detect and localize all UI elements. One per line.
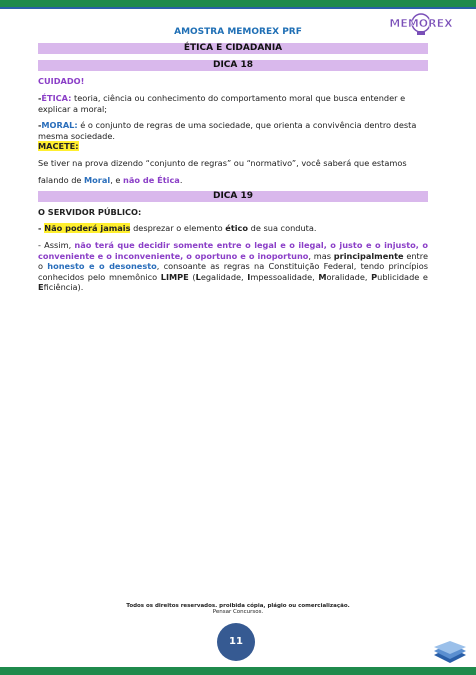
dica-19-paragraph: - Assim, não terá que decidir somente entre o legal e o ilegal, o justo e o injusto, o conveniente e o inconveniente, o oportuno e o inoportuno, mas principalmente entre o honesto e o desonesto, consoante as regras na Constituição Federal, tendo princípios conhecidos pelo mnemônico LIMPE (Legalidade, Impessoalidade, Moralidade, Publicidade e Eficiência). [38,240,428,292]
cuidado-heading: CUIDADO! [38,76,85,86]
dica-19-item-1: - Não poderá jamais desprezar o elemento ético de sua conduta. [38,223,317,233]
footer [0,603,476,615]
section-title-bar: ÉTICA E CIDADANIA [38,43,428,54]
stack-logo-icon [430,641,470,663]
macete-heading: MACETE: [38,141,79,151]
dica-18-title: DICA 18 [38,60,428,71]
memorex-logo [376,12,466,38]
macete-text: Se tiver na prova dizendo “conjunto de regras” ou “normativo”, você saberá que estamos falando de Moral, e não de Ética. [38,158,407,185]
logo-text: MEMOREX [389,17,453,30]
bottom-green-bar [0,667,476,675]
top-blue-line [0,7,476,9]
footer-rights: Todos os direitos reservados. proibida cópia, plágio ou comercialização. [126,603,350,609]
moral-definition: -MORAL: é o conjunto de regras de uma sociedade, que orienta a convivência dentro desta mesma sociedade. [38,120,417,141]
top-green-bar [0,0,476,7]
footer-brand: Pensar Concursos. [212,609,264,615]
etica-term: ÉTICA: [41,93,72,103]
servidor-heading: O SERVIDOR PÚBLICO: [38,207,142,217]
dica-19-title: DICA 19 [38,191,428,202]
etica-definition: -ÉTICA: teoria, ciência ou conhecimento do comportamento moral que busca entender e explicar a moral; [38,93,406,114]
page-number: 11 [217,623,255,661]
moral-term: MORAL: [41,120,78,130]
page-header-title: AMOSTRA MEMOREX PRF [174,27,302,37]
